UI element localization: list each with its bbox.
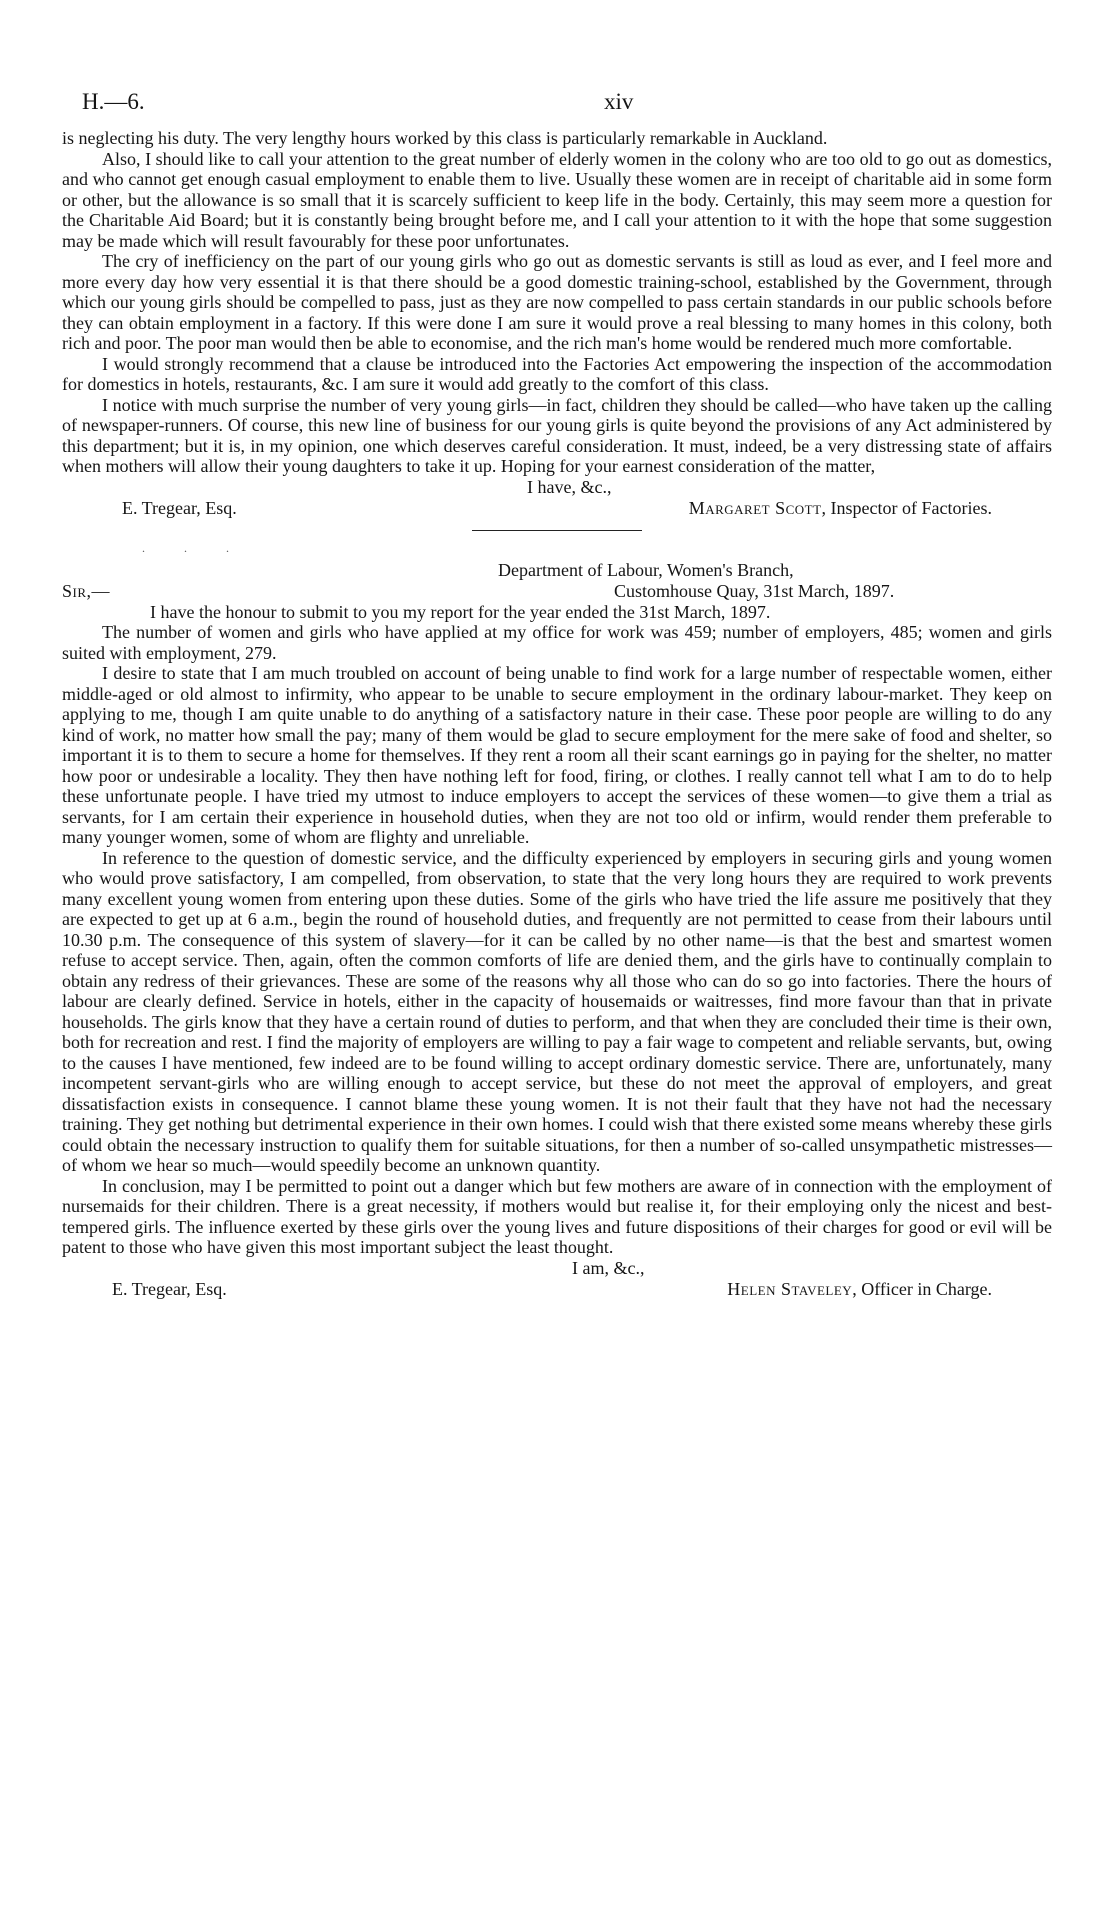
signatory-name: Helen Staveley bbox=[727, 1278, 853, 1299]
closing: I am, &c., bbox=[572, 1257, 645, 1278]
closing-line bbox=[62, 477, 1052, 498]
signatory-name: Margaret Scott bbox=[688, 497, 822, 518]
page-number: xiv bbox=[604, 89, 634, 114]
closing-line bbox=[62, 1258, 1052, 1279]
signature bbox=[689, 498, 992, 519]
signature bbox=[727, 1279, 992, 1300]
stray-marks: . . . bbox=[142, 540, 247, 555]
paragraph: I have the honour to submit to you my report for the year ended the 31st March, 1897. bbox=[150, 601, 771, 622]
signature-line bbox=[62, 1279, 1052, 1301]
address-line-2 bbox=[62, 581, 1052, 602]
paragraph: In conclusion, may I be permitted to point out a danger which but few mothers are aware of in connection with the employment of nursemaids for their children. There is a great necessity, if mothers would but realise it, for their employing only the nicest and best-tempered girls. The influence exerted by these girls over the young lives and future dispositions of their charges for good or evil will be patent to those who have given this most important subject the least thought. bbox=[62, 1175, 1052, 1257]
salutation: Sir,— bbox=[62, 580, 111, 601]
page-header bbox=[62, 84, 1052, 128]
paragraph: In reference to the question of domestic service, and the difficulty experienced by employers in securing girls and young women who would prove satisfactory, I am compelled, from observation, to state that the very long hours they are required to work prevents many excellent young women from entering upon these duties. Some of the girls who have tried the life assure me positively that they are expected to get up at 6 a.m., begin the round of household duties, and frequently are not permitted to cease from their labours until 10.30 p.m. The consequence of this system of slavery—for it can be called by no other name—is that the best and smartest women refuse to accept service. Then, again, often the common comforts of life are denied them, and the girls have to continually complain to obtain any redress of their grievances. These are some of the reasons why all those who can do so go into factories. There the hours of labour are clearly defined. Service in hotels, either in the capacity of housemaids or waitresses, find more favour than that in private households. The girls know that they have a certain round of duties to perform, and that when they are concluded their time is their own, both for recreation and rest. I find the majority of employers are willing to pay a fair wage to competent and reliable servants, but, owing to the causes I have mentioned, few indeed are to be found willing to accept ordinary domestic service. There are, unfortunately, many incompetent servant-girls who are willing enough to accept service, but these do not meet the approval of employers, and great dissatisfaction exists in consequence. I cannot blame these young women. It is not their fault that they have not had the necessary training. They get nothing but detrimental experience in their own homes. I could wish that there existed some means whereby these girls could obtain the necessary instruction to qualify them for suitable situations, for then a number of so-called unsympathetic mistresses—of whom we hear so much—would speedily become an unknown quantity. bbox=[62, 847, 1052, 1175]
paragraph: The number of women and girls who have applied at my office for work was 459; number of employers, 485; women and girls suited with employment, 279. bbox=[62, 622, 1052, 663]
signatory-title: , Inspector of Factories. bbox=[821, 497, 992, 518]
paragraph: I desire to state that I am much troubled on account of being unable to find work for a large number of respectable women, either middle-aged or old almost to infirmity, who appear to be unable to secure employment in the ordinary labour-market. They keep on applying to me, though I am quite unable to do anything of a satisfactory nature in their case. These poor people are willing to do any kind of work, no matter how small the pay; many of them would be glad to secure employment for the mere sake of food and shelter, so important it is to them to secure a home for themselves. If they rent a room all their scant earnings go in paying for the shelter, no matter how poor or undesirable a locality. They then have nothing left for food, firing, or clothes. I really cannot tell what I am to do to help these unfortunate people. I have tried my utmost to induce employers to accept the services of these women—to give them a trial as servants, for I am certain their experience in household duties, when they are not too old or infirm, would render them preferable to many younger women, some of whom are flighty and unreliable. bbox=[62, 663, 1052, 847]
paragraph: is neglecting his duty. The very lengthy hours worked by this class is particularly remarkable in Auckland. bbox=[62, 128, 828, 148]
addressee: E. Tregear, Esq. bbox=[122, 497, 237, 518]
signature-line bbox=[62, 498, 1052, 520]
letter-margaret-scott bbox=[62, 128, 1052, 520]
section-divider bbox=[472, 530, 642, 531]
separator bbox=[62, 530, 1052, 560]
document-reference: H.—6. bbox=[82, 89, 145, 114]
paragraph: The cry of inefficiency on the part of our young girls who go out as domestic servants is still as loud as ever, and I feel more and more every day how very essential it is that there should be a good domestic training-school, established by the Government, through which our young girls should be compelled to pass, just as they are now compelled to pass certain standards in our public schools before they can obtain employment in a factory. If this were done I am sure it would prove a real blessing to many homes in this colony, both rich and poor. The poor man would then be able to economise, and the rich man's home would be rendered much more comfortable. bbox=[62, 251, 1052, 353]
date-line: Customhouse Quay, 31st March, 1897. bbox=[614, 580, 895, 601]
paragraph: I notice with much surprise the number of very young girls—in fact, children they should be called—who have taken up the calling of newspaper-runners. Of course, this new line of business for our young girls is quite beyond the provisions of any Act administered by this department; but it is, in my opinion, one which deserves careful consideration. It must, indeed, be a very distressing state of affairs when mothers will allow their young daughters to take it up. Hoping for your earnest consideration of the matter, bbox=[62, 394, 1052, 476]
paragraph: I would strongly recommend that a clause be introduced into the Factories Act empowering the inspection of the accommodation for domestics in hotels, restaurants, &c. I am sure it would add greatly to the comfort of this class. bbox=[62, 353, 1052, 394]
address-line-1: Department of Labour, Women's Branch, bbox=[498, 559, 794, 580]
addressee: E. Tregear, Esq. bbox=[112, 1278, 227, 1299]
letter-helen-staveley bbox=[62, 560, 1052, 1301]
paragraph: Also, I should like to call your attention to the great number of elderly women in the colony who are too old to go out as domestics, and who cannot get enough casual employment to enable them to live. Usually these women are in receipt of charitable aid in some form or other, but the allowance is so small that it is scarcely sufficient to keep life in the body. Certainly, this may seem more a question for the Charitable Aid Board; but it is constantly being brought before me, and I call your attention to it with the hope that some suggestion may be made which will result favourably for these poor unfortunates. bbox=[62, 148, 1052, 251]
signatory-title: , Officer in Charge. bbox=[852, 1278, 992, 1299]
closing: I have, &c., bbox=[527, 476, 612, 497]
